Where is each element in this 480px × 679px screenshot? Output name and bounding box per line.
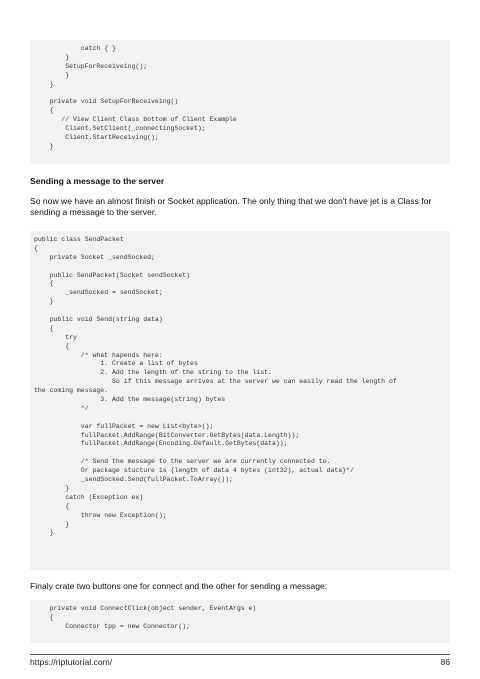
code-line: { (34, 244, 38, 252)
code-line: Or package stucture is {length of data 4 bytes (int32), actual data}*/ (34, 467, 354, 475)
code-line: 3. Add the message(string) bytes (34, 396, 226, 404)
code-line: fullPacket.AddRange(BitConverter.GetBytes(data.Length)); (34, 431, 300, 439)
code-line: Client.StartReceiving(); (34, 133, 159, 141)
code-line: _sendSocked = sendSocket; (34, 289, 163, 297)
code-line: 1. Create a list of bytes (34, 360, 198, 368)
code-line: Connector tpp = new Connector(); (34, 622, 191, 630)
code-line: { (34, 502, 70, 510)
code-line: { (34, 280, 54, 288)
code-line: } (34, 484, 70, 492)
code-line: public class SendPacket (34, 236, 124, 243)
code-line: /* what hapends here: (34, 351, 163, 359)
code-line: catch { } (34, 45, 116, 52)
code-line: // View Client Class bottom of Client Example (34, 116, 237, 124)
code-line: { (34, 107, 54, 115)
code-line: fullPacket.AddRange(Encoding.Default.GetBytes(data)); (34, 440, 288, 448)
footer-divider (30, 654, 450, 655)
code-line: { (34, 613, 54, 621)
code-line: } (34, 529, 54, 537)
code-line (34, 414, 450, 423)
code-line: /* Send the message to the server we are currently connected to. (34, 458, 331, 466)
code-line (34, 263, 450, 272)
code-block-3 (30, 600, 450, 643)
code-line: { (34, 324, 54, 332)
code-line: Client.SetClient(_connectingSocket); (34, 125, 206, 133)
paragraph-buttons: Finaly crate two buttons one for connect and the other for sending a message: (30, 581, 328, 591)
code-line: { (34, 342, 70, 350)
code-line: */ (34, 404, 89, 412)
code-line: var fullPacket = new List<byte>(); (34, 422, 214, 430)
code-line: SetupForReceiveing(); (34, 62, 148, 70)
code-block-2 (30, 231, 450, 570)
page-number: 86 (440, 657, 450, 667)
footer-url-link[interactable]: https://riptutorial.com/ (30, 657, 113, 667)
code-line (34, 89, 450, 98)
code-line: private void SetupForReceiveing() (34, 98, 179, 106)
code-line: _sendSocked.Send(fullPacket.ToArray()); (34, 476, 233, 484)
code-block-1 (30, 40, 450, 164)
code-line: } (34, 520, 70, 528)
code-line: } (34, 53, 70, 61)
code-line: catch (Exception ex) (34, 493, 144, 501)
code-line: private Socket _sendSocked; (34, 253, 155, 261)
code-line: try (34, 333, 77, 341)
code-line: public SendPacket(Socket sendSocket) (34, 271, 191, 279)
code-line: So if this message arrives at the server we can easily read the length of (34, 378, 397, 386)
code-line: throw new Exception(); (34, 511, 167, 519)
code-line (34, 307, 450, 316)
paragraph-intro: So now we have an almost finish or Socket application. The only thing that we don't have jet is a Class for sending a message to the server. (30, 196, 432, 218)
code-line: } (34, 71, 70, 79)
code-line: } (34, 298, 54, 306)
code-line: } (34, 80, 54, 88)
code-line: the coming message. (34, 387, 109, 395)
code-line: private void ConnectClick(object sender, EventArgs e) (34, 605, 257, 612)
section-heading: Sending a message to the server (30, 176, 165, 186)
code-line: 2. Add the length of the string to the list. (34, 369, 272, 377)
code-line: public void Send(string data) (34, 316, 163, 324)
code-line (34, 449, 450, 458)
code-line: } (34, 142, 54, 150)
